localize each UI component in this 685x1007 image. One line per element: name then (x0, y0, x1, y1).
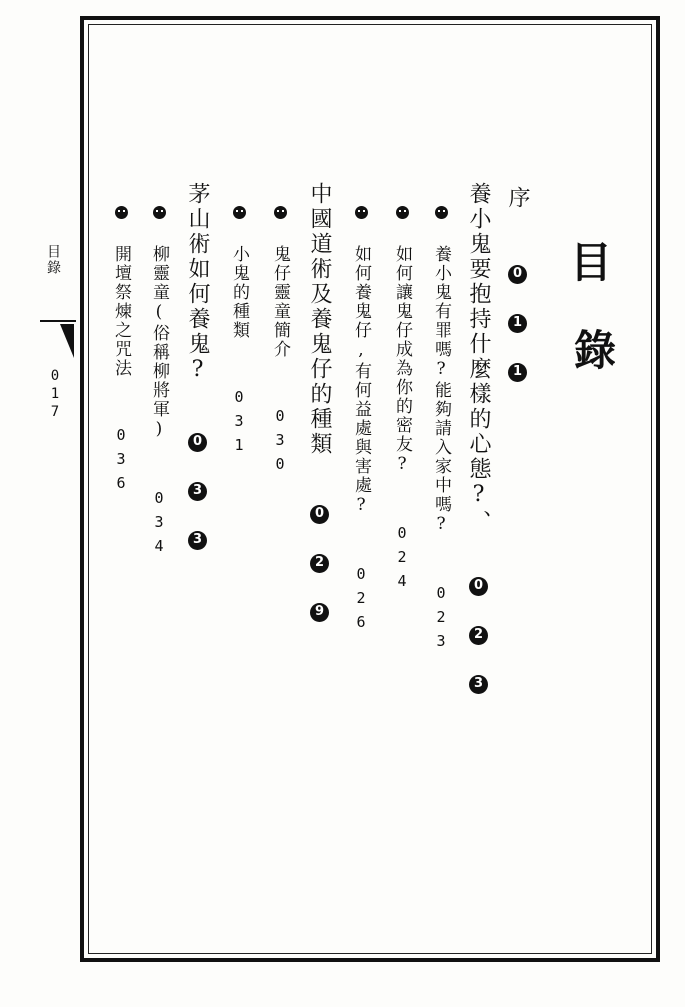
smiley-bullet-icon (274, 206, 287, 219)
toc-item-page: 030 (271, 407, 289, 479)
smiley-bullet-icon (355, 206, 368, 219)
toc-item-label: 如何養鬼仔,有何益處與害處? (351, 245, 371, 517)
toc-section-1 (467, 182, 489, 696)
toc-section-2-page (308, 505, 330, 624)
toc-item-page: 026 (352, 565, 370, 637)
toc-preface (506, 186, 528, 384)
toc-section-1-label: 養小鬼要抱持什麼樣的心態?、 (466, 182, 491, 535)
toc-item-page: 031 (230, 388, 248, 460)
page-digit-badge: 2 (312, 554, 327, 573)
page-digit-badge: 3 (190, 482, 205, 501)
page-digit-badge: 1 (510, 314, 525, 333)
page-title-char-2: 錄 (574, 326, 617, 375)
toc-section-3-page (186, 433, 208, 552)
toc-item-label: 如何讓鬼仔成為你的密友? (392, 245, 412, 476)
toc-item (271, 206, 288, 479)
side-page-number: 017 (47, 368, 63, 422)
page-digit-badge: 1 (510, 363, 525, 382)
page-digit-badge: 0 (190, 433, 205, 452)
toc-item-label: 小鬼的種類 (229, 245, 249, 340)
page-digit-badge: 3 (471, 675, 486, 694)
toc-item-page: 024 (393, 524, 411, 596)
page-digit-badge: 0 (312, 505, 327, 524)
toc-item-label: 開壇祭煉之咒法 (111, 245, 131, 378)
smiley-bullet-icon (153, 206, 166, 219)
smiley-bullet-icon (435, 206, 448, 219)
toc-item (112, 206, 129, 498)
page-digit-badge: 3 (190, 531, 205, 550)
toc-section-3 (186, 182, 208, 552)
toc-item (230, 206, 247, 460)
smiley-bullet-icon (396, 206, 409, 219)
smiley-bullet-icon (233, 206, 246, 219)
toc-preface-label: 序 (505, 186, 530, 211)
toc-item-page: 023 (432, 584, 450, 656)
toc-item (393, 206, 410, 596)
toc-item-label: 養小鬼有罪嗎?能夠請入家中嗎? (431, 245, 451, 536)
page-title-char-1: 目 (570, 238, 613, 287)
toc-item (352, 206, 369, 637)
toc-preface-page (506, 265, 528, 384)
toc-section-1-page (467, 577, 489, 696)
page-digit-badge: 0 (471, 577, 486, 596)
toc-section-2-label: 中國道術及養鬼仔的種類 (307, 182, 332, 457)
toc-section-3-label: 茅山術如何養鬼? (185, 182, 210, 385)
side-chapter-label: 目錄 (45, 244, 61, 276)
page-digit-badge: 0 (510, 265, 525, 284)
toc-item-page: 036 (112, 426, 130, 498)
page-digit-badge: 9 (312, 603, 327, 622)
toc-item (432, 206, 449, 656)
page-digit-badge: 2 (471, 626, 486, 645)
toc-item-label: 柳靈童(俗稱柳將軍) (149, 245, 169, 441)
toc-item-page: 034 (150, 489, 168, 561)
toc-item-label: 鬼仔靈童簡介 (270, 245, 290, 359)
toc-item (150, 206, 167, 561)
smiley-bullet-icon (115, 206, 128, 219)
toc-section-2 (308, 182, 330, 624)
side-tab-marker (40, 320, 76, 358)
